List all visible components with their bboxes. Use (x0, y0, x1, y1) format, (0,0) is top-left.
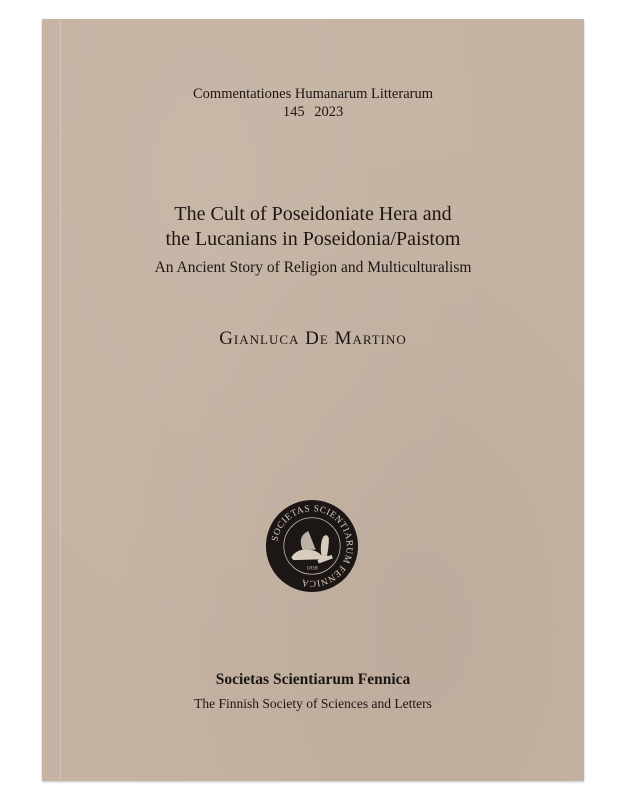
book-title-line2: the Lucanians in Poseidonia/Paistom (165, 228, 461, 250)
book-subtitle: An Ancient Story of Religion and Multiculturalism (154, 259, 472, 276)
book-title-line1: The Cult of Poseidoniate Hera and (174, 203, 452, 225)
spine-crease (60, 19, 61, 781)
author-name: Gianluca De Martino (219, 328, 407, 349)
society-seal-logo (265, 499, 359, 593)
publisher-english-name: The Finnish Society of Sciences and Letters (194, 696, 432, 711)
seal-year: 1838 (306, 565, 318, 572)
series-title: Commentationes Humanarum Litterarum (193, 86, 433, 102)
publisher-name: Societas Scientiarum Fennica (215, 671, 411, 688)
book-cover (42, 19, 584, 781)
series-number-year: 145 2023 (282, 104, 344, 120)
svg-text:SOCIETAS SCIENTIARUM FENNICA: SOCIETAS SCIENTIARUM FENNICA (270, 504, 354, 588)
